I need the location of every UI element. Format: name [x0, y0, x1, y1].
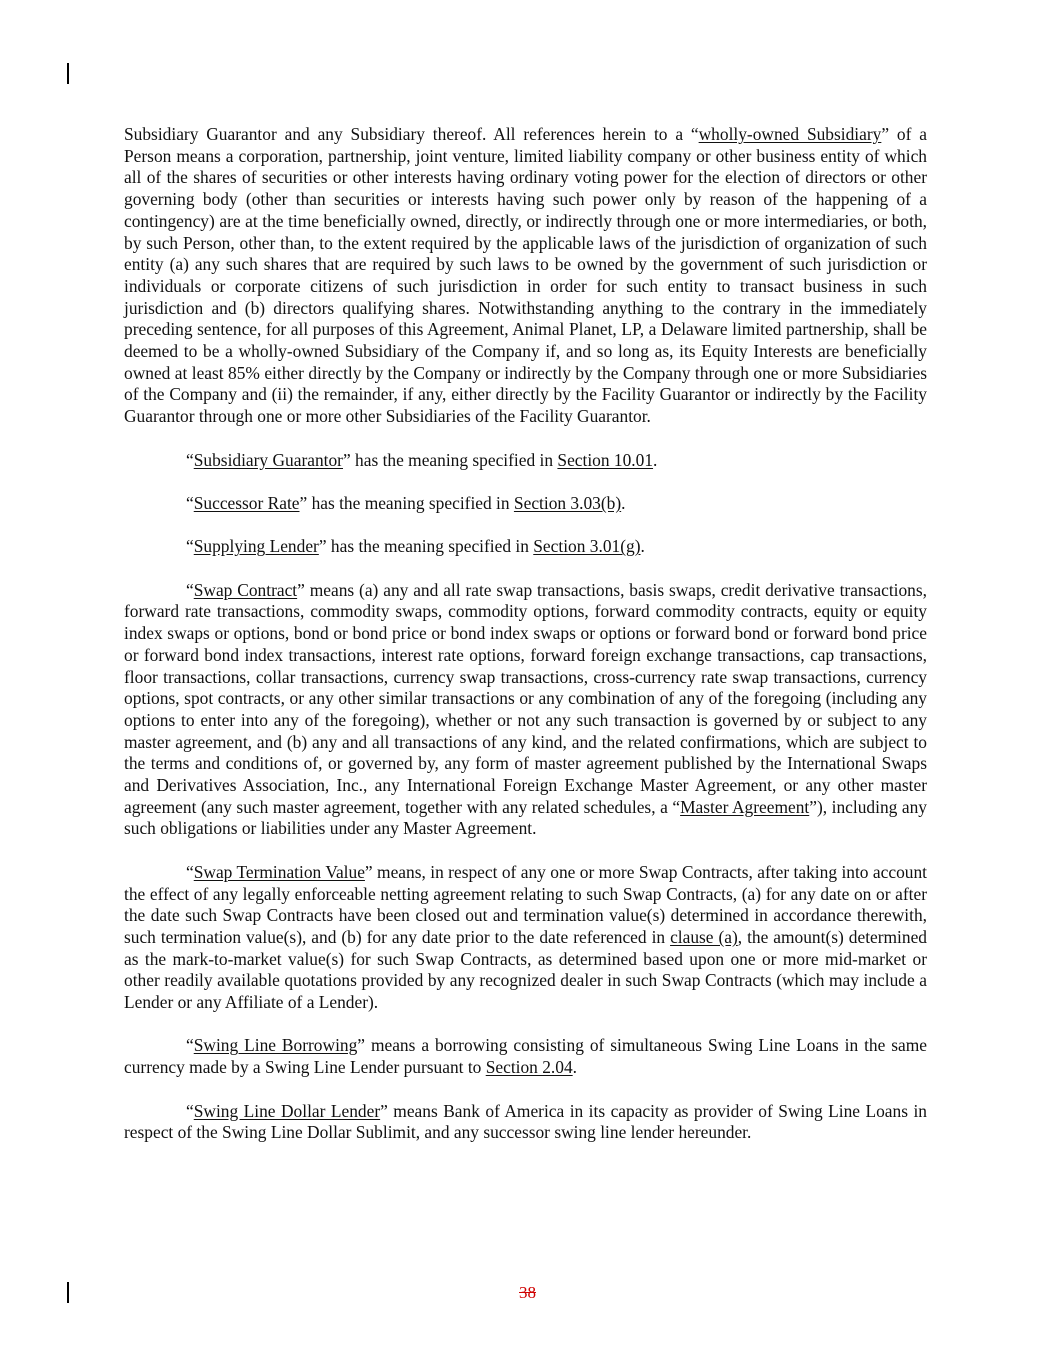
section-reference: Section 10.01: [557, 449, 654, 470]
paragraph-wholly-owned-subsidiary: Subsidiary Guarantor and any Subsidiary thereof. All references herein to a “wholly-owned Subsidiary” of a Person means a corporation, partnership, joint venture, limited liability company or other business entity of which all of the shares of securities or other interests having ordinary voting power for the election of directors or other governing body (other than securities or interests having such power only by reason of the happening of a contingency) are at the time beneficially owned, directly, or indirectly through one or more intermediaries, or both, by such Person, other than, to the extent required by the applicable laws of the jurisdiction of organization of such entity (a) any such shares that are required by such laws to be owned by the government of such jurisdiction or individuals or corporate citizens of such jurisdiction in order for such entity to transact business in such jurisdiction and (b) directors qualifying shares. Notwithstanding anything to the contrary in the immediately preceding sentence, for all purposes of this Agreement, Animal Planet, LP, a Delaware limited partnership, shall be deemed to be a wholly-owned Subsidiary of the Company if, and so long as, its Equity Interests are beneficially owned at least 85% either directly by the Company or indirectly by the Company through one or more Subsidiaries of the Company and (ii) the remainder, if any, either directly by the Facility Guarantor or indirectly by the Facility Guarantor through one or more other Subsidiaries of the Facility Guarantor.: [124, 124, 927, 427]
defined-term: Swing Line Dollar Lender: [193, 1100, 381, 1121]
definition-supplying-lender: “Supplying Lender” has the meaning specified in Section 3.01(g).: [186, 536, 645, 557]
defined-term: Swap Contract: [193, 579, 298, 600]
defined-term: Swap Termination Value: [193, 861, 365, 882]
definition-successor-rate: “Successor Rate” has the meaning specified in Section 3.03(b).: [186, 492, 626, 513]
change-bar-top: [67, 63, 69, 84]
definition-swap-contract: “Swap Contract” means (a) any and all rate swap transactions, basis swaps, credit derivative transactions, forward rate transactions, commodity swaps, commodity options, forward commodity contracts, equity or equity index swaps or options, bond or bond price or bond index swaps or options or forward bond or forward bond price or forward bond index transactions, interest rate options, forward foreign exchange transactions, cap transactions, floor transactions, collar transactions, currency swap transactions, cross-currency rate swap transactions, currency options, spot contracts, or any other similar transactions or any combination of any of the foregoing (including any options to enter into any of the foregoing), whether or not any such transaction is governed by or subject to any master agreement, and (b) any and all transactions of any kind, and the related confirmations, which are subject to the terms and conditions of, or governed by, any form of master agreement published by the International Swaps and Derivatives Association, Inc., any International Foreign Exchange Master Agreement, or any other master agreement (any such master agreement, together with any related schedules, a “Master Agreement”), including any such obligations or liabilities under any Master Agreement.: [124, 579, 927, 839]
defined-term: Swing Line Borrowing: [193, 1035, 358, 1056]
section-reference: Section 3.03(b): [513, 492, 622, 513]
defined-term: Master Agreement: [680, 796, 810, 817]
clause-reference: clause (a): [670, 926, 738, 947]
section-reference: Section 2.04: [485, 1057, 573, 1078]
defined-term: wholly-owned Subsidiary: [698, 124, 882, 144]
section-reference: Section 3.01(g): [533, 536, 641, 557]
page-number: 38: [519, 1283, 536, 1302]
defined-term: Supplying Lender: [193, 536, 319, 557]
definition-subsidiary-guarantor: “Subsidiary Guarantor” has the meaning specified in Section 10.01.: [186, 449, 658, 470]
document-body: [124, 124, 927, 1144]
defined-term: Successor Rate: [193, 492, 300, 513]
defined-term: Subsidiary Guarantor: [193, 449, 343, 470]
definition-swap-termination-value: “Swap Termination Value” means, in respect of any one or more Swap Contracts, after taking into account the effect of any legally enforceable netting agreement relating to such Swap Contracts, (a) for any date on or after the date such Swap Contracts have been closed out and termination value(s) determined in accordance therewith, such termination value(s), and (b) for any date prior to the date referenced in clause (a), the amount(s) determined as the mark-to-market value(s) for such Swap Contracts, as determined based upon one or more mid-market or other readily available quotations provided by any recognized dealer in such Swap Contracts (which may include a Lender or any Affiliate of a Lender).: [124, 861, 928, 1013]
definition-swing-line-borrowing: “Swing Line Borrowing” means a borrowing consisting of simultaneous Swing Line Loans in the same currency made by a Swing Line Lender pursuant to Section 2.04.: [124, 1035, 928, 1078]
definition-swing-line-dollar-lender: “Swing Line Dollar Lender” means Bank of America in its capacity as provider of Swing Line Loans in respect of the Swing Line Dollar Sublimit, and any successor swing line lender hereunder.: [124, 1100, 927, 1143]
